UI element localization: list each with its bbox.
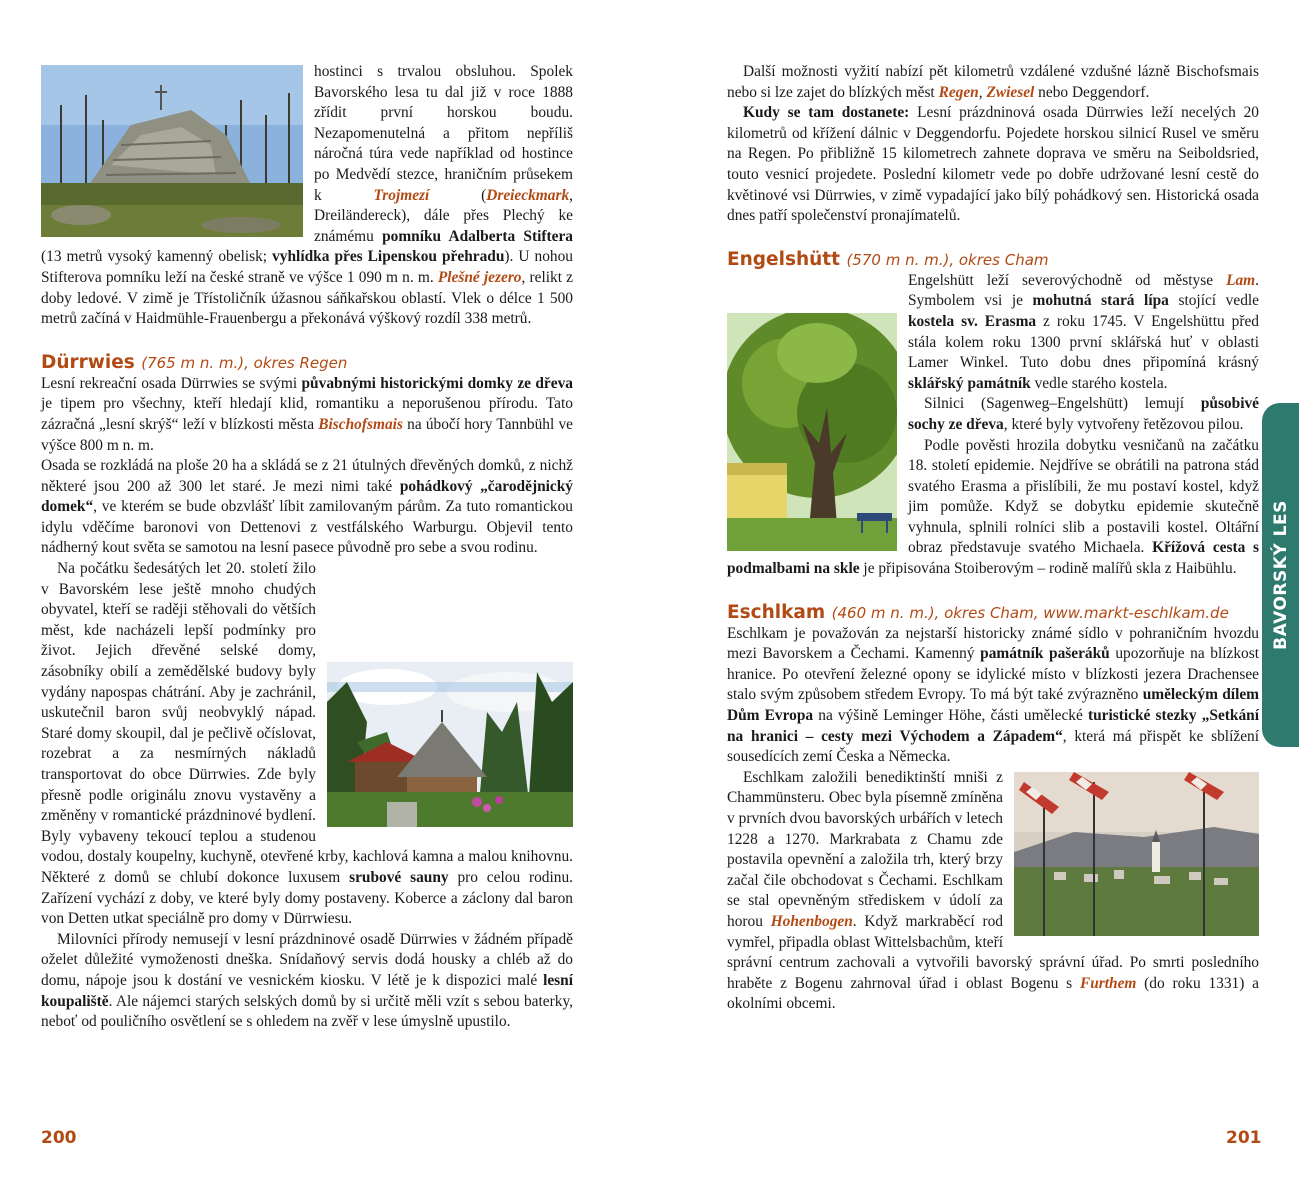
text-fragment: Eschlkam založili benediktinští mniši z Chammünsteru. Obec byla písemně zmíněna v prvních dvou bavorských urbářích v letech 1228 a 1270. Markrabata z Chamu zde postavila opevnění a založila trh, který brzy začal čile obchodovat s Čechami. Eschlkam se stal opevněným střediskem v údolí za horou	[727, 768, 1003, 930]
text-fragment: na úbočí hory Tannbühl ve výšce 800 m n. m.	[41, 415, 573, 454]
highlight-vyhlidka: vyhlídka přes Lipenskou přehradu	[272, 248, 505, 266]
text-fragment: ). U nohou Stifterova pomníku leží na české straně ve výšce 1 090 m n. m.	[41, 248, 573, 286]
section-title: Engelshütt	[727, 248, 840, 270]
highlight: srubové sauny	[349, 868, 449, 886]
text-fragment: vedle starého kostela.	[1030, 374, 1168, 392]
place-link-zwiesel: Zwiesel	[986, 83, 1035, 101]
text-fragment: Eschlkam je považován za nejstarší historicky známé sídlo v pohraničním hvozdu mezi Bavorskem a Čechami. Kamenný	[727, 624, 1259, 663]
paragraph	[727, 103, 1259, 227]
text-fragment: , Dreiländereck), dále přes Plechý ke známému	[314, 186, 573, 245]
place-link-hohenbogen: Hohenbogen	[770, 912, 853, 930]
section-heading-durrwies	[41, 352, 573, 374]
place-link-dreieckmark: Dreieckmark	[486, 186, 570, 204]
text-fragment: z roku 1745. V Engelshüttu před stála kolem roku 1300 první sklářská huť v oblasti Lamer Winkel. Tuto dobu dnes připomíná krásný	[908, 312, 1259, 372]
chapter-side-tab-label: BAVORSKÝ LES	[1270, 500, 1291, 650]
section-meta: (460 m n. m.), okres Cham, www.markt-eschlkam.de	[831, 603, 1229, 622]
text-fragment: nebo Deggendorf.	[1034, 83, 1150, 101]
text-fragment: Engelshütt leží severovýchodně od městyse	[908, 271, 1227, 289]
highlight: mohutná stará lípa	[1032, 292, 1169, 310]
place-link-bischofsmais: Bischofsmais	[318, 415, 403, 433]
linden-tree-photo	[727, 313, 897, 551]
place-link-plesne-jezero: Plešné jezero	[437, 268, 522, 286]
section-meta: (765 m n. m.), okres Regen	[141, 353, 348, 372]
section-meta: (570 m n. m.), okres Cham	[846, 250, 1049, 269]
text-fragment: . Symbolem vsi je	[908, 271, 1259, 310]
section-title: Eschlkam	[727, 601, 826, 623]
wooden-houses-photo	[327, 662, 573, 827]
highlight: Křížová cesta s podmalbami na skle	[727, 539, 1259, 578]
text-fragment: . Ale nájemci starých selských domů by si určitě měli vzít s sebou baterky, neboť od pouličního osvětlení se s ohledem na zvěř v lese úmyslně upustilo.	[41, 992, 573, 1031]
place-link-furthem: Furthem	[1079, 974, 1137, 992]
highlight: působivé sochy ze dřeva	[908, 395, 1259, 433]
text-fragment: Lesní prázdninová osada Dürrwies leží necelých 20 kilometrů od křížení dálnic v Deggendorfu. Pojedete horskou silnicí Rusel ve směru na Regen. Po přibližně 15 kilometrech zahnete doprava ve směru na Seiboldsried, touto vesnicí projedete. Poslední kilometr vede po dobře udržované lesní cestě do květinové vsi Dürrwies, v zimě vypadající jako bílý pohádkový sen. Historická osada dnes patří společenství pronajímatelů.	[727, 104, 1259, 225]
text-fragment: Na počátku šedesátých let 20. století žilo v Bavorském lese ještě mnoho chudých obyvatel, kteří se raději stěhovali do větších měst, kde nacházeli lepší podmínky pro život. Jejich dřevěné selské domy, zásobníky obilí a zemědělské budovy byly vydány napospas chátrání. Aby je zachránil, uskutečnil baron svůj neobvyklý nápad. Staré domy skoupil, dal je pečlivě očíslovat, rozebrat a za nesmírných nákladů transportovat do obce Dürrwies. Zde byly přesně podle originálu znovu vystavěny a změněny v romantické prázdninové bydlení. Byly vybaveny tekoucí teplou a studenou vodou, dostaly koupelny, kuchyně, otevřené krby, kachlová kamna a malou knihovnu. Některé z domů se chlubí dokonce luxusem	[41, 560, 573, 886]
place-link-regen: Regen	[938, 83, 979, 101]
directions-label: Kudy se tam dostanete:	[743, 104, 910, 122]
chapter-side-tab	[1262, 403, 1299, 747]
text-fragment: pro celou rodinu. Zařízení vychází z doby, ve které byly domy postaveny. Koberce a záclony dal baron von Detten utkat speciálně pro domy v Dürrwiesu.	[41, 868, 574, 928]
page-number-right: 201	[1226, 1128, 1262, 1148]
highlight: turistické stezky „Setkání na hranici – cesty mezi Východem a Západem“	[727, 707, 1260, 745]
right-page	[727, 62, 1259, 1015]
text-fragment: na výšině Leminger Höhe, části umělecké	[813, 707, 1088, 725]
text-fragment: , relikt z doby ledové. V zimě je Třístoličník úžasnou sáňkařskou oblastí. Vlek o délce 1 500 metrů začíná v Haidmühle-Frauenbergu a překonává výškový rozdíl 338 metrů.	[41, 268, 573, 328]
highlight-pomnik: pomníku Adalberta Stiftera	[382, 227, 573, 245]
text-fragment: Podle pověsti hrozila dobytku vesničanů na začátku 18. století epidemie. Nejdříve se obrátili na patrona stád svatého Erasma a přislíbili, že mu postaví kostel, když jim pomůže. Když se dobytku epidemie skutečně vyhnula, splnili rolníci slib a postavili kostel. Oltářní obraz představuje svatého Michaela.	[908, 436, 1259, 557]
text-fragment: , které byly vytvořeny řetězovou pilou.	[1003, 415, 1244, 433]
windsocks-village-photo	[1014, 772, 1259, 936]
highlight: půvabnými historickými domky ze dřeva	[301, 374, 573, 392]
text-fragment: . Když markraběcí rod vymřel, připadla oblast Wittelsbachům, kteří správní centrum zachovali a vytvořili bavorský správní úřad. Po smrti posledního hraběte z Bogenu zahrnoval úřad i oblast Bogenu s	[727, 912, 1259, 992]
section-heading-eschlkam	[727, 602, 1259, 624]
section-title: Dürrwies	[41, 351, 135, 373]
text-fragment: Milovníci přírody nemusejí v lesní prázdninové osadě Dürrwies v žádném případě oželet důležité vymoženosti dneška. Snídaňový servis dodá housky a chléb až do domu, nápoje jsou k dostání ve vesnickém kiosku. V létě je k dispozici malé	[41, 930, 573, 989]
text-fragment: (13 metrů vysoký kamenný obelisk;	[41, 248, 273, 266]
highlight: sklářský památník	[908, 374, 1031, 392]
place-link-trojmezi: Trojmezí	[373, 186, 430, 204]
text-fragment: Lesní rekreační osada Dürrwies se svými	[41, 374, 302, 392]
text-fragment: (	[429, 186, 487, 204]
paragraph	[727, 624, 1259, 768]
left-page	[41, 62, 573, 1033]
highlight: uměleckým dílem Dům Evropa	[727, 686, 1259, 725]
highlight: lesní koupaliště	[41, 971, 573, 1010]
text-fragment: je tipem pro všechny, kteří hledají klid, romantiku a neporušenou přírodu. Tato zázračná „lesní skrýš“ leží v blízkosti města	[41, 395, 573, 433]
text-fragment: , ve kterém se bude obzvlášť líbit zamilovaným párům. Za tuto romantickou idylu vděčíme baronovi von Dettenovi z vestfálského Warburgu. Objevil tento nádherný kout světa se samotou na lesní pasece původně pro sebe a svou rodinu.	[41, 498, 573, 557]
text-fragment: upozorňuje na blízkost hranice. Po otevření železné opony se idylické místo v blízkosti jezera Drachensee stalo svým způsobem středem Evropy. To má být také zvýrazněno	[727, 645, 1259, 704]
text-fragment: Osada se rozkládá na ploše 20 ha a skládá se z 21 útulných dřevěných domků, z nichž některé jsou 200 až 300 let staré. Je mezi nimi také	[41, 457, 573, 495]
paragraph	[41, 374, 573, 456]
text-fragment: , která má přispět ke sblížení sousedících zemí Česka a Německa.	[727, 727, 1259, 766]
text-fragment: ,	[978, 83, 987, 101]
highlight: památník pašeráků	[980, 645, 1110, 663]
intro-text: hostinci s trvalou obsluhou. Spolek Bavorského lesa tu dal již v roce 1888 zřídit první horskou boudu. Nezapomenutelná a přitom nepříliš náročná túra vede například od hostince po Medvědí stezce, hraničním průsekem k	[314, 63, 573, 204]
place-link-lam: Lam	[1226, 271, 1256, 289]
page-number-left: 200	[41, 1128, 77, 1148]
section-heading-engelshutt	[727, 249, 1259, 271]
highlight: kostela sv. Erasma	[908, 312, 1037, 330]
highlight: pohádkový „čarodějnický domek“	[41, 477, 573, 516]
text-fragment: Silnici (Sagenweg–Engelshütt) lemují	[924, 395, 1201, 413]
text-fragment: je připisována Stoiberovým – rodině malířů skla z Haibühlu.	[859, 560, 1237, 578]
paragraph	[41, 456, 573, 559]
paragraph	[41, 930, 573, 1033]
text-fragment: stojící vedle	[1168, 292, 1259, 310]
text-fragment: Další možnosti vyžití nabízí pět kilometrů vzdálené vzdušné lázně Bischofsmais nebo si lze zajet do blízkých měst	[727, 63, 1259, 101]
paragraph	[727, 62, 1259, 103]
text-fragment: (do roku 1331) a okolními obcemi.	[727, 974, 1259, 1013]
rock-summit-photo	[41, 65, 303, 237]
